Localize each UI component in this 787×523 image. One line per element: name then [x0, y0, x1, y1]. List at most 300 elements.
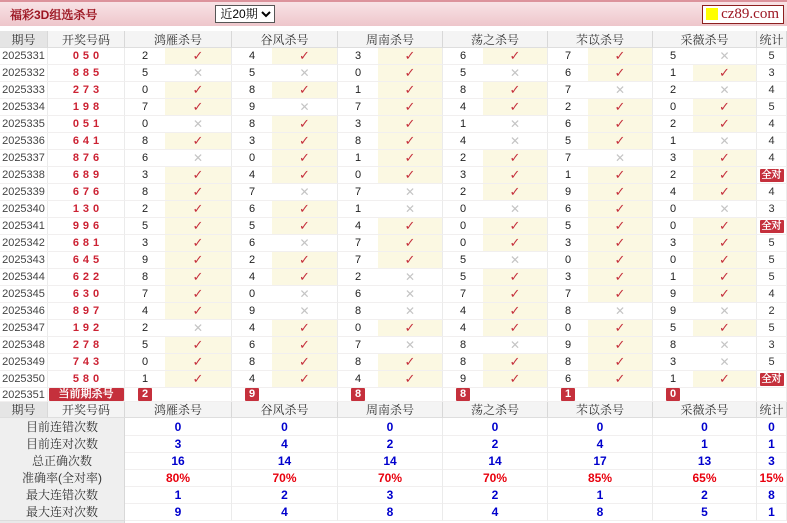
stat-total-cell: 5	[757, 320, 787, 337]
stat-total-cell: 5	[757, 354, 787, 371]
check-icon: ✓	[272, 116, 337, 132]
check-icon: ✓	[483, 371, 547, 387]
kill-cell	[653, 286, 757, 303]
draw-number-cell: 051	[48, 116, 125, 133]
summary-value: 17	[548, 452, 653, 470]
stat-total-cell: 3	[757, 65, 787, 82]
kill-cell	[653, 150, 757, 167]
check-icon: ✓	[693, 252, 756, 268]
kill-cell	[548, 303, 653, 320]
period-cell: 2025334	[0, 99, 48, 116]
check-icon: ✓	[378, 116, 442, 132]
check-icon: ✓	[588, 337, 652, 353]
kill-cell	[125, 201, 232, 218]
kill-cell	[653, 337, 757, 354]
summary-value: 13	[653, 452, 757, 470]
table-row	[0, 65, 787, 82]
kill-number: 7	[459, 288, 467, 300]
kill-cell	[548, 337, 653, 354]
kill-cell	[548, 99, 653, 116]
current-kill-badge: 0	[666, 388, 680, 401]
kill-cell	[338, 337, 443, 354]
kill-number: 8	[459, 356, 467, 368]
check-icon: ✓	[165, 269, 231, 285]
current-kill-number	[653, 388, 693, 401]
summary-value: 1	[548, 486, 653, 504]
current-kill-badge: 8	[456, 388, 470, 401]
summary-value: 1	[653, 435, 757, 453]
kill-cell	[338, 201, 443, 218]
cross-icon: ✕	[693, 201, 756, 217]
kill-cell	[338, 99, 443, 116]
table-row	[0, 48, 787, 65]
check-icon: ✓	[693, 235, 756, 251]
kill-number: 3	[669, 356, 677, 368]
kill-number: 2	[669, 169, 677, 181]
kill-cell	[653, 354, 757, 371]
summary-value: 1	[757, 435, 787, 453]
kill-number: 5	[459, 254, 467, 266]
summary-value: 0	[443, 418, 548, 436]
check-icon: ✓	[378, 48, 442, 64]
check-icon: ✓	[588, 269, 652, 285]
kill-cell	[653, 99, 757, 116]
kill-cell	[125, 303, 232, 320]
kill-number: 0	[669, 254, 677, 266]
stat-total-cell: 5	[757, 252, 787, 269]
kill-number: 7	[564, 50, 572, 62]
kill-cell	[232, 303, 338, 320]
kill-cell	[125, 354, 232, 371]
kill-number: 8	[141, 135, 149, 147]
kill-number: 5	[248, 67, 256, 79]
kill-cell	[338, 150, 443, 167]
kill-cell	[125, 286, 232, 303]
cross-icon: ✕	[693, 337, 756, 353]
kill-cell	[338, 371, 443, 388]
empty-mark	[165, 388, 231, 401]
check-icon: ✓	[165, 286, 231, 302]
cross-icon: ✕	[272, 303, 337, 319]
summary-value: 2	[232, 486, 338, 504]
kill-number: 4	[669, 186, 677, 198]
kill-number: 8	[669, 339, 677, 351]
column-header: 统计	[757, 402, 787, 418]
period-cell: 2025338	[0, 167, 48, 184]
kill-number: 7	[564, 288, 572, 300]
check-icon: ✓	[378, 354, 442, 370]
kill-cell	[338, 354, 443, 371]
check-icon: ✓	[588, 235, 652, 251]
check-icon: ✓	[378, 99, 442, 115]
stat-total-cell: 4	[757, 133, 787, 150]
check-icon: ✓	[483, 48, 547, 64]
column-header: 采薇杀号	[653, 31, 757, 48]
kill-cell	[653, 218, 757, 235]
check-icon: ✓	[483, 303, 547, 319]
kill-cell	[653, 201, 757, 218]
kill-cell	[338, 320, 443, 337]
draw-number-cell: 580	[48, 371, 125, 388]
current-kill-cell	[338, 388, 443, 402]
kill-cell	[232, 354, 338, 371]
check-icon: ✓	[378, 65, 442, 81]
summary-value: 70%	[443, 469, 548, 487]
check-icon: ✓	[483, 218, 547, 234]
cross-icon: ✕	[165, 65, 231, 81]
kill-number: 4	[248, 50, 256, 62]
column-header: 开奖号码	[48, 402, 125, 418]
table-row	[0, 133, 787, 150]
check-icon: ✓	[483, 184, 547, 200]
summary-label: 总正确次数	[0, 452, 125, 470]
kill-number: 4	[354, 220, 362, 232]
check-icon: ✓	[165, 82, 231, 98]
stat-total-cell: 4	[757, 150, 787, 167]
cross-icon: ✕	[378, 337, 442, 353]
kill-number: 1	[669, 67, 677, 79]
summary-value: 9	[125, 503, 232, 521]
current-kill-cell	[548, 388, 653, 402]
summary-value: 2	[653, 486, 757, 504]
kill-cell	[548, 48, 653, 65]
check-icon: ✓	[272, 201, 337, 217]
kill-number: 7	[354, 254, 362, 266]
period-cell: 2025347	[0, 320, 48, 337]
cross-icon: ✕	[272, 286, 337, 302]
summary-value: 4	[232, 435, 338, 453]
check-icon: ✓	[272, 252, 337, 268]
check-icon: ✓	[165, 371, 231, 387]
kill-cell	[232, 269, 338, 286]
period-range-select[interactable]	[215, 5, 275, 23]
kill-number: 7	[141, 101, 149, 113]
all-correct-badge: 全对	[761, 220, 782, 232]
kill-cell	[125, 82, 232, 99]
kill-cell	[338, 65, 443, 82]
cross-icon: ✕	[693, 133, 756, 149]
summary-value: 15%	[757, 469, 787, 487]
check-icon: ✓	[693, 269, 756, 285]
cross-icon: ✕	[272, 235, 337, 251]
period-cell: 2025335	[0, 116, 48, 133]
check-icon: ✓	[272, 371, 337, 387]
kill-cell	[548, 150, 653, 167]
draw-number-cell: 743	[48, 354, 125, 371]
current-kill-badge: 2	[138, 388, 152, 401]
kill-cell	[232, 218, 338, 235]
current-kill-number	[548, 388, 588, 401]
kill-number: 8	[354, 135, 362, 147]
check-icon: ✓	[693, 320, 756, 336]
page-title: 福彩3D组选杀号	[10, 7, 98, 22]
kill-cell	[125, 371, 232, 388]
kill-cell	[548, 371, 653, 388]
kill-number: 7	[354, 101, 362, 113]
table-row	[0, 303, 787, 320]
check-icon: ✓	[588, 218, 652, 234]
stat-total-cell: 2	[757, 303, 787, 320]
check-icon: ✓	[165, 252, 231, 268]
kill-number: 4	[459, 135, 467, 147]
kill-number: 0	[459, 203, 467, 215]
period-cell: 2025333	[0, 82, 48, 99]
check-icon: ✓	[483, 286, 547, 302]
kill-cell	[443, 371, 548, 388]
kill-cell	[232, 150, 338, 167]
check-icon: ✓	[588, 371, 652, 387]
summary-value: 1	[125, 486, 232, 504]
draw-number-cell: 192	[48, 320, 125, 337]
kill-number: 0	[669, 101, 677, 113]
kill-number: 6	[564, 203, 572, 215]
kill-cell	[443, 65, 548, 82]
column-header: 鸿雁杀号	[125, 31, 232, 48]
table-row	[0, 82, 787, 99]
kill-cell	[653, 252, 757, 269]
kill-cell	[125, 65, 232, 82]
kill-number: 0	[669, 203, 677, 215]
column-header: 期号	[0, 402, 48, 418]
check-icon: ✓	[588, 116, 652, 132]
period-cell: 2025337	[0, 150, 48, 167]
current-kill-number	[443, 388, 483, 401]
table-row	[0, 354, 787, 371]
column-header: 统计	[757, 31, 787, 48]
kill-number: 3	[564, 237, 572, 249]
kill-cell	[653, 184, 757, 201]
summary-row	[0, 469, 787, 486]
kill-number: 2	[141, 50, 149, 62]
kill-number: 0	[564, 322, 572, 334]
check-icon: ✓	[588, 354, 652, 370]
kill-cell	[232, 201, 338, 218]
kill-number: 9	[141, 254, 149, 266]
column-header: 芣苡杀号	[548, 402, 653, 418]
kill-cell	[232, 82, 338, 99]
summary-value: 8	[757, 486, 787, 504]
current-kill-cell	[653, 388, 757, 402]
cross-icon: ✕	[483, 65, 547, 81]
check-icon: ✓	[165, 167, 231, 183]
check-icon: ✓	[588, 184, 652, 200]
summary-value: 2	[443, 435, 548, 453]
kill-number: 0	[459, 237, 467, 249]
check-icon: ✓	[483, 99, 547, 115]
summary-value: 3	[338, 486, 443, 504]
table-row	[0, 184, 787, 201]
cross-icon: ✕	[693, 354, 756, 370]
column-header: 采薇杀号	[653, 402, 757, 418]
summary-value: 14	[338, 452, 443, 470]
kill-number: 9	[248, 101, 256, 113]
kill-cell	[338, 116, 443, 133]
kill-cell	[443, 133, 548, 150]
draw-number-cell: 050	[48, 48, 125, 65]
table-row	[0, 201, 787, 218]
stat-total-cell: 4	[757, 286, 787, 303]
kill-cell	[125, 48, 232, 65]
kill-cell	[125, 218, 232, 235]
check-icon: ✓	[378, 150, 442, 166]
current-kill-badge: 9	[245, 388, 259, 401]
summary-value: 8	[548, 503, 653, 521]
all-correct-badge: 全对	[761, 373, 782, 385]
check-icon: ✓	[693, 286, 756, 302]
kill-cell	[443, 201, 548, 218]
column-header: 芣苡杀号	[548, 31, 653, 48]
summary-label: 最大连对次数	[0, 503, 125, 521]
summary-row	[0, 503, 787, 520]
kill-cell	[338, 235, 443, 252]
kill-cell	[548, 286, 653, 303]
kill-number: 8	[141, 271, 149, 283]
kill-cell	[125, 99, 232, 116]
kill-cell	[548, 133, 653, 150]
kill-number: 6	[248, 203, 256, 215]
draw-number-cell: 885	[48, 65, 125, 82]
summary-table	[0, 402, 787, 520]
current-kill-badge: 8	[351, 388, 365, 401]
kill-cell	[232, 116, 338, 133]
period-cell: 2025348	[0, 337, 48, 354]
kill-number: 6	[564, 118, 572, 130]
kill-number: 3	[248, 135, 256, 147]
kill-number: 7	[354, 339, 362, 351]
period-cell: 2025332	[0, 65, 48, 82]
kill-number: 0	[141, 84, 149, 96]
kill-cell	[232, 252, 338, 269]
kill-number: 2	[459, 186, 467, 198]
period-cell: 2025350	[0, 371, 48, 388]
kill-number: 8	[354, 356, 362, 368]
column-header: 周南杀号	[338, 402, 443, 418]
kill-number: 9	[459, 373, 467, 385]
kill-number: 0	[669, 220, 677, 232]
kill-number: 8	[564, 356, 572, 368]
draw-number-cell: 273	[48, 82, 125, 99]
stat-total-cell	[757, 167, 787, 184]
kill-cell	[443, 218, 548, 235]
check-icon: ✓	[483, 354, 547, 370]
period-cell: 2025336	[0, 133, 48, 150]
kill-cell	[548, 354, 653, 371]
summary-value: 0	[338, 418, 443, 436]
check-icon: ✓	[693, 99, 756, 115]
summary-value: 14	[443, 452, 548, 470]
summary-value: 4	[443, 503, 548, 521]
kill-number: 0	[141, 356, 149, 368]
kill-number: 0	[564, 254, 572, 266]
draw-number-cell: 198	[48, 99, 125, 116]
stat-total-cell: 5	[757, 99, 787, 116]
kill-cell	[338, 167, 443, 184]
summary-label: 目前连对次数	[0, 435, 125, 453]
period-cell: 2025344	[0, 269, 48, 286]
kill-number: 3	[459, 169, 467, 181]
check-icon: ✓	[272, 320, 337, 336]
kill-number: 4	[459, 322, 467, 334]
kill-cell	[338, 252, 443, 269]
check-icon: ✓	[483, 235, 547, 251]
kill-number: 0	[248, 152, 256, 164]
stat-total-cell	[757, 371, 787, 388]
kill-cell	[232, 133, 338, 150]
check-icon: ✓	[378, 252, 442, 268]
kill-number: 3	[564, 271, 572, 283]
check-icon: ✓	[165, 337, 231, 353]
kill-number: 5	[459, 67, 467, 79]
kill-cell	[653, 82, 757, 99]
cross-icon: ✕	[378, 201, 442, 217]
kill-number: 4	[248, 373, 256, 385]
stat-total-cell: 4	[757, 82, 787, 99]
draw-number-cell: 630	[48, 286, 125, 303]
kill-number: 4	[248, 322, 256, 334]
cross-icon: ✕	[378, 286, 442, 302]
period-cell: 2025331	[0, 48, 48, 65]
empty-mark	[693, 388, 756, 401]
cross-icon: ✕	[483, 337, 547, 353]
kill-number: 9	[669, 288, 677, 300]
cross-icon: ✕	[588, 150, 652, 166]
kill-number: 7	[248, 186, 256, 198]
column-header: 荡之杀号	[443, 402, 548, 418]
summary-value: 80%	[125, 469, 232, 487]
kill-cell	[125, 116, 232, 133]
table-row	[0, 371, 787, 388]
cross-icon: ✕	[693, 303, 756, 319]
kill-number: 5	[141, 67, 149, 79]
kill-number: 9	[669, 305, 677, 317]
column-header: 周南杀号	[338, 31, 443, 48]
kill-number: 1	[354, 152, 362, 164]
draw-number-cell: 996	[48, 218, 125, 235]
kill-cell	[125, 133, 232, 150]
kill-cell	[443, 269, 548, 286]
period-cell: 2025345	[0, 286, 48, 303]
check-icon: ✓	[693, 150, 756, 166]
kill-cell	[653, 48, 757, 65]
kill-number: 6	[354, 288, 362, 300]
cross-icon: ✕	[693, 82, 756, 98]
kill-cell	[443, 252, 548, 269]
check-icon: ✓	[165, 235, 231, 251]
cross-icon: ✕	[378, 303, 442, 319]
kill-number-table	[0, 31, 787, 402]
check-icon: ✓	[588, 48, 652, 64]
kill-cell	[548, 252, 653, 269]
check-icon: ✓	[588, 99, 652, 115]
summary-label: 最大连错次数	[0, 486, 125, 504]
table-row	[0, 235, 787, 252]
kill-number: 0	[459, 220, 467, 232]
kill-cell	[338, 48, 443, 65]
check-icon: ✓	[588, 133, 652, 149]
kill-cell	[548, 269, 653, 286]
draw-number-cell: 278	[48, 337, 125, 354]
kill-cell	[443, 184, 548, 201]
summary-label: 目前连错次数	[0, 418, 125, 436]
summary-value: 65%	[653, 469, 757, 487]
site-logo[interactable]	[702, 5, 784, 24]
kill-cell	[232, 371, 338, 388]
kill-cell	[125, 235, 232, 252]
summary-value: 0	[232, 418, 338, 436]
kill-cell	[548, 65, 653, 82]
kill-cell	[232, 99, 338, 116]
summary-value: 70%	[232, 469, 338, 487]
